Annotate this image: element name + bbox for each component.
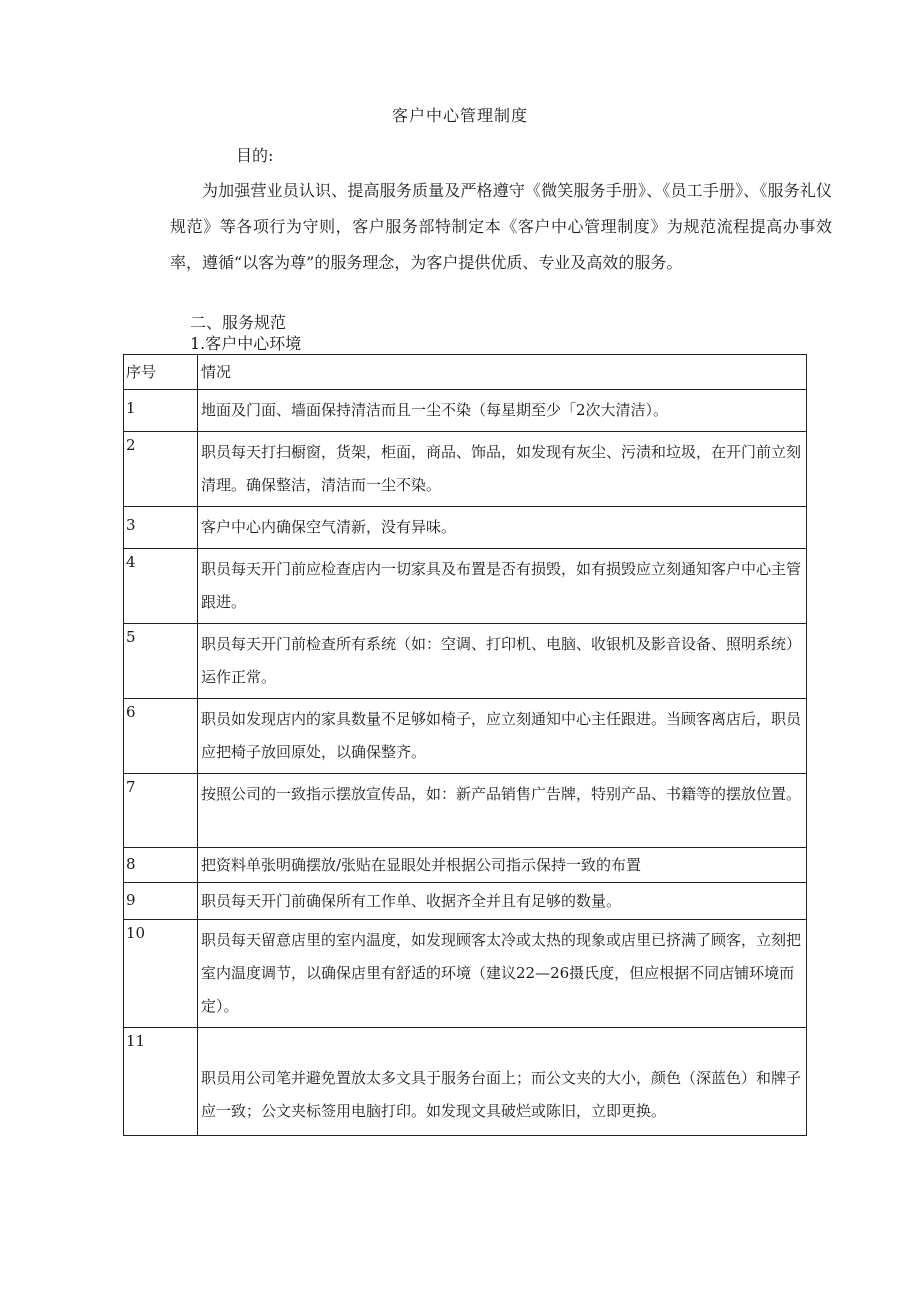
table-row bbox=[124, 624, 807, 699]
row-number: 6 bbox=[124, 699, 198, 774]
row-description: 把资料单张明确摆放/张贴在显眼处并根据公司指示保持一致的布置 bbox=[198, 848, 807, 883]
row-description: 职员每天开门前确保所有工作单、收据齐全并且有足够的数量。 bbox=[198, 883, 807, 920]
document-title: 客户中心管理制度 bbox=[391, 106, 528, 125]
sub-heading: 1.客户中心环境 bbox=[190, 334, 302, 353]
table-row bbox=[124, 1028, 807, 1136]
row-description: 职员每天打扫橱窗，货架，柜面，商品、饰品，如发现有灰尘、污渍和垃圾，在开门前立刻清理。确保整洁，清洁而一尘不染。 bbox=[198, 432, 807, 507]
table-row bbox=[124, 774, 807, 848]
table-row bbox=[124, 699, 807, 774]
row-description-wrap bbox=[198, 1028, 807, 1136]
row-description: 地面及门面、墙面保持清洁而且一尘不染（每星期至少「2次大清洁）。 bbox=[198, 390, 807, 432]
row-spacer bbox=[201, 1032, 804, 1062]
row-description: 客户中心内确保空气清新，没有异味。 bbox=[198, 507, 807, 549]
row-description: 职员每天开门前应检查店内一切家具及布置是否有损毁，如有损毁应立刻通知客户中心主管跟进。 bbox=[198, 549, 807, 624]
row-description: 职员每天开门前检查所有系统（如：空调、打印机、电脑、收银机及影音设备、照明系统）运作正常。 bbox=[198, 624, 807, 699]
table-row bbox=[124, 432, 807, 507]
table-row bbox=[124, 883, 807, 920]
row-description: 按照公司的一致指示摆放宣传品，如：新产品销售广告牌，特别产品、书籍等的摆放位置。 bbox=[198, 774, 807, 848]
row-number: 9 bbox=[124, 883, 198, 920]
row-number: 10 bbox=[124, 920, 198, 1028]
row-number: 2 bbox=[124, 432, 198, 507]
environment-table bbox=[123, 354, 807, 1136]
header-number: 序号 bbox=[124, 355, 198, 390]
purpose-label: 目的: bbox=[236, 146, 274, 165]
row-number: 11 bbox=[124, 1028, 198, 1136]
row-description: 职员用公司笔并避免置放太多文具于服务台面上；而公文夹的大小，颜色（深蓝色）和牌子应一致；公文夹标签用电脑打印。如发现文具破烂或陈旧，立即更换。 bbox=[201, 1069, 802, 1120]
header-description: 情况 bbox=[198, 355, 807, 390]
row-number: 3 bbox=[124, 507, 198, 549]
intro-paragraph: 为加强营业员认识、提高服务质量及严格遵守《微笑服务手册》、《员工手册》、《服务礼仪规范》等各项行为守则，客户服务部特制定本《客户中心管理制度》为规范流程提高办事效率，遵循“以客为尊”的服务理念，为客户提供优质、专业及高效的服务。 bbox=[170, 181, 832, 272]
row-number: 5 bbox=[124, 624, 198, 699]
table-header-row bbox=[124, 355, 807, 390]
section-heading: 二、服务规范 bbox=[190, 313, 287, 332]
table-row bbox=[124, 848, 807, 883]
row-description: 职员每天留意店里的室内温度，如发现顾客太冷或太热的现象或店里已挤满了顾客，立刻把室内温度调节，以确保店里有舒适的环境（建议22—26摄氏度，但应根据不同店铺环境而定）。 bbox=[198, 920, 807, 1028]
row-number: 8 bbox=[124, 848, 198, 883]
row-number: 1 bbox=[124, 390, 198, 432]
table-row bbox=[124, 920, 807, 1028]
row-number: 4 bbox=[124, 549, 198, 624]
table-row bbox=[124, 549, 807, 624]
table-row bbox=[124, 507, 807, 549]
row-description: 职员如发现店内的家具数量不足够如椅子，应立刻通知中心主任跟进。当顾客离店后，职员应把椅子放回原处，以确保整齐。 bbox=[198, 699, 807, 774]
table-row bbox=[124, 390, 807, 432]
row-number: 7 bbox=[124, 774, 198, 848]
